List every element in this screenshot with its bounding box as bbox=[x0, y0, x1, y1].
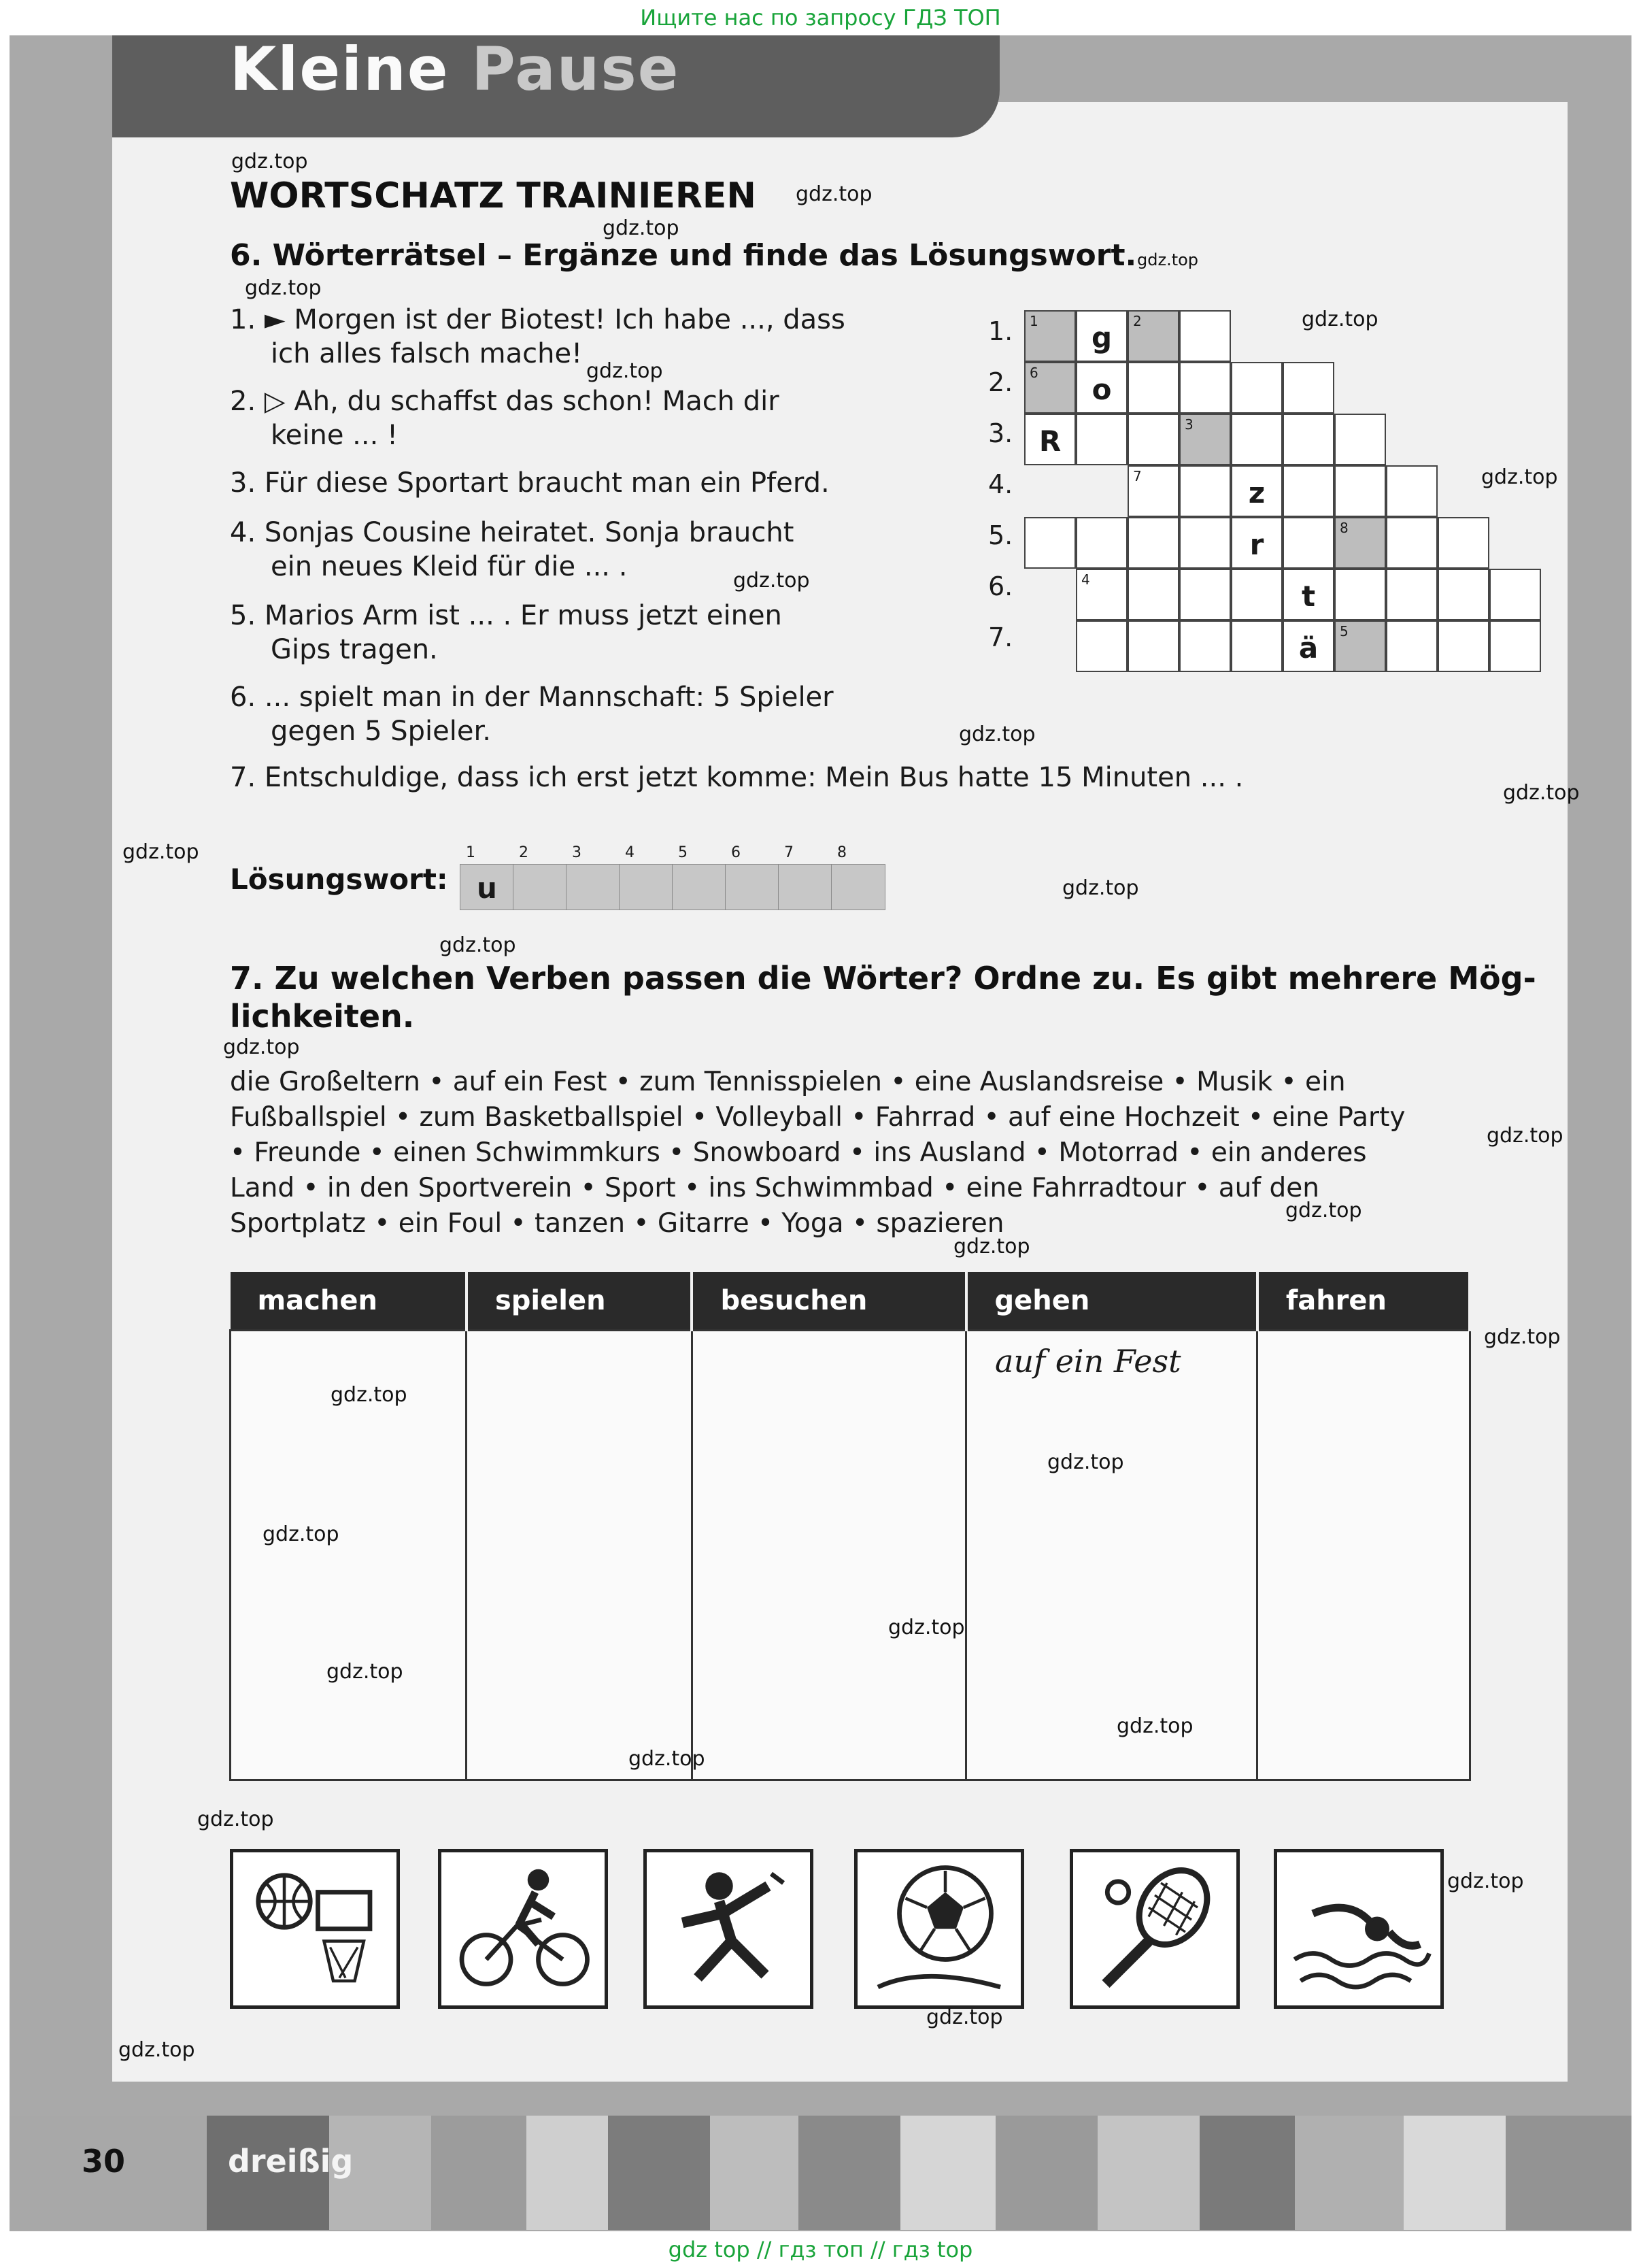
crossword-cell[interactable] bbox=[1386, 569, 1438, 620]
watermark: gdz.top bbox=[1137, 250, 1199, 269]
watermark: gdz.top bbox=[1302, 307, 1378, 331]
crossword-cell[interactable] bbox=[1179, 362, 1231, 414]
answer-cell-gehen[interactable] bbox=[966, 1331, 1257, 1780]
crossword-cell[interactable]: t bbox=[1283, 569, 1334, 620]
crossword-cell[interactable]: z bbox=[1231, 465, 1283, 517]
crossword-cell[interactable] bbox=[1231, 620, 1283, 672]
crossword-cell[interactable] bbox=[1179, 569, 1231, 620]
watermark: gdz.top bbox=[439, 933, 516, 957]
crossword-cell[interactable] bbox=[1386, 465, 1438, 517]
watermark: gdz.top bbox=[603, 216, 679, 240]
crossword-cell[interactable]: o bbox=[1076, 362, 1128, 414]
watermark: gdz.top bbox=[959, 722, 1036, 746]
crossword-cell[interactable]: 7 bbox=[1128, 465, 1179, 517]
answer-cell-fahren[interactable] bbox=[1257, 1331, 1470, 1780]
column-gehen: gehen bbox=[966, 1272, 1257, 1331]
section-heading: WORTSCHATZ TRAINIEREN bbox=[230, 176, 756, 216]
crossword-cell[interactable] bbox=[1076, 414, 1128, 465]
row-label-7: 7. bbox=[988, 622, 1013, 652]
crossword-cell[interactable]: 8 bbox=[1334, 517, 1386, 569]
crossword-cell[interactable] bbox=[1231, 362, 1283, 414]
solution-cell[interactable]: 7 bbox=[778, 864, 832, 910]
crossword-cell[interactable]: r bbox=[1231, 517, 1283, 569]
solution-cell[interactable]: 3 bbox=[566, 864, 620, 910]
watermark: gdz.top bbox=[231, 150, 308, 173]
row-label-4: 4. bbox=[988, 469, 1013, 499]
watermark: gdz.top bbox=[1487, 1124, 1563, 1148]
crossword-cell[interactable] bbox=[1489, 569, 1541, 620]
watermark: gdz.top bbox=[1484, 1325, 1561, 1349]
watermark: gdz.top bbox=[245, 276, 322, 300]
exercise6-item-3: 3. Für diese Sportart braucht man ein Pferd. bbox=[230, 467, 830, 499]
title-part-pause: Pause bbox=[471, 34, 680, 104]
crossword-cell[interactable] bbox=[1438, 569, 1489, 620]
crossword-cell[interactable] bbox=[1283, 517, 1334, 569]
column-fahren: fahren bbox=[1257, 1272, 1470, 1331]
column-spielen: spielen bbox=[467, 1272, 692, 1331]
crossword-cell[interactable] bbox=[1283, 414, 1334, 465]
watermark: gdz.top bbox=[331, 1383, 407, 1407]
crossword-cell[interactable]: 3 bbox=[1179, 414, 1231, 465]
exercise7-word-list: die Großeltern • auf ein Fest • zum Tennisspielen • eine Auslandsreise • Musik • ein Fußballspiel • zum Basketballspiel • Volleyball • Fahrrad • auf eine Hochzeit • eine Party • Freunde • einen Schwimmkurs • Snowboard • ins Ausland • Motorrad • ein anderes Land • in den Sportverein • Sport • ins Schwimmbad • eine Fahrradtour • auf den Sportplatz • ein Foul • tanzen • Gitarre • Yoga • spazieren bbox=[230, 1067, 1406, 1239]
page-number-word: dreißig bbox=[228, 2143, 354, 2180]
crossword-cell[interactable] bbox=[1128, 517, 1179, 569]
solution-cell[interactable]: 2 bbox=[513, 864, 567, 910]
watermark: gdz.top bbox=[628, 1747, 705, 1771]
crossword-cell[interactable]: 6 bbox=[1024, 362, 1076, 414]
watermark: gdz.top bbox=[118, 2038, 195, 2062]
row-label-5: 5. bbox=[988, 520, 1013, 550]
watermark: gdz.top bbox=[953, 1235, 1030, 1258]
row-label-3: 3. bbox=[988, 418, 1013, 448]
crossword-cell[interactable] bbox=[1179, 620, 1231, 672]
soccer-ball-icon bbox=[854, 1849, 1024, 2009]
watermark: gdz.top bbox=[1447, 1869, 1524, 1893]
watermark: gdz.top bbox=[197, 1807, 274, 1831]
exercise6-item-7: 7. Entschuldige, dass ich erst jetzt komme: Mein Bus hatte 15 Minuten ... . bbox=[230, 762, 1244, 793]
row-label-1: 1. bbox=[988, 316, 1013, 346]
crossword-cell[interactable] bbox=[1489, 620, 1541, 672]
watermark: gdz.top bbox=[1481, 465, 1558, 489]
crossword-cell[interactable] bbox=[1076, 517, 1128, 569]
crossword-cell[interactable] bbox=[1128, 414, 1179, 465]
page-title bbox=[230, 34, 679, 104]
crossword-cell[interactable] bbox=[1076, 620, 1128, 672]
crossword-cell[interactable] bbox=[1179, 465, 1231, 517]
dancing-icon bbox=[643, 1849, 813, 2009]
exercise6-heading: 6. Wörterrätsel – Ergänze und finde das Lösungswort. bbox=[230, 238, 1137, 273]
exercise6-item-4: 4. Sonjas Cousine heiratet. Sonja braucht ein neues Kleid für die ... . bbox=[230, 517, 794, 582]
crossword-cell[interactable] bbox=[1231, 569, 1283, 620]
crossword-cell[interactable] bbox=[1283, 362, 1334, 414]
crossword-cell[interactable] bbox=[1334, 414, 1386, 465]
crossword-cell[interactable] bbox=[1128, 569, 1179, 620]
watermark: gdz.top bbox=[263, 1522, 339, 1546]
crossword-cell[interactable] bbox=[1179, 310, 1231, 362]
solution-cell[interactable]: 4 bbox=[619, 864, 673, 910]
crossword-cell[interactable] bbox=[1128, 362, 1179, 414]
crossword-cell[interactable]: ä bbox=[1283, 620, 1334, 672]
cycling-icon bbox=[438, 1849, 608, 2009]
crossword-cell[interactable] bbox=[1438, 620, 1489, 672]
solution-label: Lösungswort: bbox=[230, 863, 448, 896]
solution-cell[interactable]: 6 bbox=[725, 864, 779, 910]
watermark: gdz.top bbox=[1062, 876, 1139, 900]
row-label-2: 2. bbox=[988, 367, 1013, 397]
crossword-cell[interactable]: 4 bbox=[1076, 569, 1128, 620]
crossword-cell[interactable] bbox=[1386, 517, 1438, 569]
row-label-6: 6. bbox=[988, 571, 1013, 601]
column-besuchen: besuchen bbox=[692, 1272, 966, 1331]
watermark: gdz.top bbox=[1117, 1714, 1194, 1738]
exercise7-heading: 7. Zu welchen Verben passen die Wörter? Ordne zu. Es gibt mehrere Mög- lichkeiten. bbox=[230, 960, 1536, 1035]
watermark: gdz.top bbox=[888, 1616, 965, 1639]
page-number: 30 bbox=[82, 2143, 126, 2180]
exercise6-item-6: 6. ... spielt man in der Mannschaft: 5 Spieler gegen 5 Spieler. bbox=[230, 682, 834, 747]
basketball-icon bbox=[230, 1849, 400, 2009]
watermark: gdz.top bbox=[1503, 781, 1580, 805]
swimming-icon bbox=[1274, 1849, 1444, 2009]
column-machen: machen bbox=[231, 1272, 467, 1331]
watermark: gdz.top bbox=[586, 359, 663, 383]
solution-cell[interactable]: 5 bbox=[672, 864, 726, 910]
exercise6-item-2: 2. ▷ Ah, du schaffst das schon! Mach dir keine ... ! bbox=[230, 386, 779, 451]
verb-table bbox=[229, 1272, 1471, 1781]
crossword-cell[interactable]: 2 bbox=[1128, 310, 1179, 362]
watermark: gdz.top bbox=[733, 569, 810, 593]
exercise6-item-1: 1. ► Morgen ist der Biotest! Ich habe ..., dass ich alles falsch mache! bbox=[230, 304, 845, 369]
crossword-cell[interactable] bbox=[1334, 569, 1386, 620]
solution-cell[interactable]: 1 u bbox=[460, 864, 514, 910]
answer-cell-besuchen[interactable] bbox=[692, 1331, 966, 1780]
watermark: gdz.top bbox=[926, 2005, 1003, 2029]
crossword-cell[interactable] bbox=[1024, 517, 1076, 569]
crossword-cell[interactable] bbox=[1334, 465, 1386, 517]
crossword-cell[interactable] bbox=[1283, 465, 1334, 517]
crossword-cell[interactable] bbox=[1231, 414, 1283, 465]
watermark: gdz.top bbox=[223, 1035, 300, 1059]
watermark: gdz.top bbox=[1285, 1199, 1362, 1222]
watermark: gdz.top bbox=[796, 182, 873, 206]
crossword-cell[interactable]: 5 bbox=[1334, 620, 1386, 672]
watermark: gdz.top bbox=[1047, 1450, 1124, 1474]
crossword-cell[interactable]: 1 bbox=[1024, 310, 1076, 362]
crossword-cell[interactable]: g bbox=[1076, 310, 1128, 362]
bottom-notice[interactable]: gdz top // гдз топ // гдз top bbox=[668, 2237, 973, 2263]
crossword-cell[interactable] bbox=[1128, 620, 1179, 672]
crossword-cell[interactable] bbox=[1438, 517, 1489, 569]
crossword-cell[interactable] bbox=[1179, 517, 1231, 569]
example-answer: auf ein Fest bbox=[995, 1343, 1181, 1380]
watermark: gdz.top bbox=[326, 1660, 403, 1684]
title-part-kleine: Kleine bbox=[230, 34, 450, 104]
crossword-cell[interactable] bbox=[1386, 620, 1438, 672]
watermark: gdz.top bbox=[122, 840, 199, 864]
top-notice[interactable]: Ищите нас по запросу ГДЗ ТОП bbox=[640, 5, 1001, 31]
crossword-cell[interactable]: R bbox=[1024, 414, 1076, 465]
tennis-racket-icon bbox=[1070, 1849, 1240, 2009]
solution-cell[interactable]: 8 bbox=[831, 864, 885, 910]
answer-cell-spielen[interactable] bbox=[467, 1331, 692, 1780]
exercise6-item-5: 5. Marios Arm ist ... . Er muss jetzt einen Gips tragen. bbox=[230, 600, 782, 665]
